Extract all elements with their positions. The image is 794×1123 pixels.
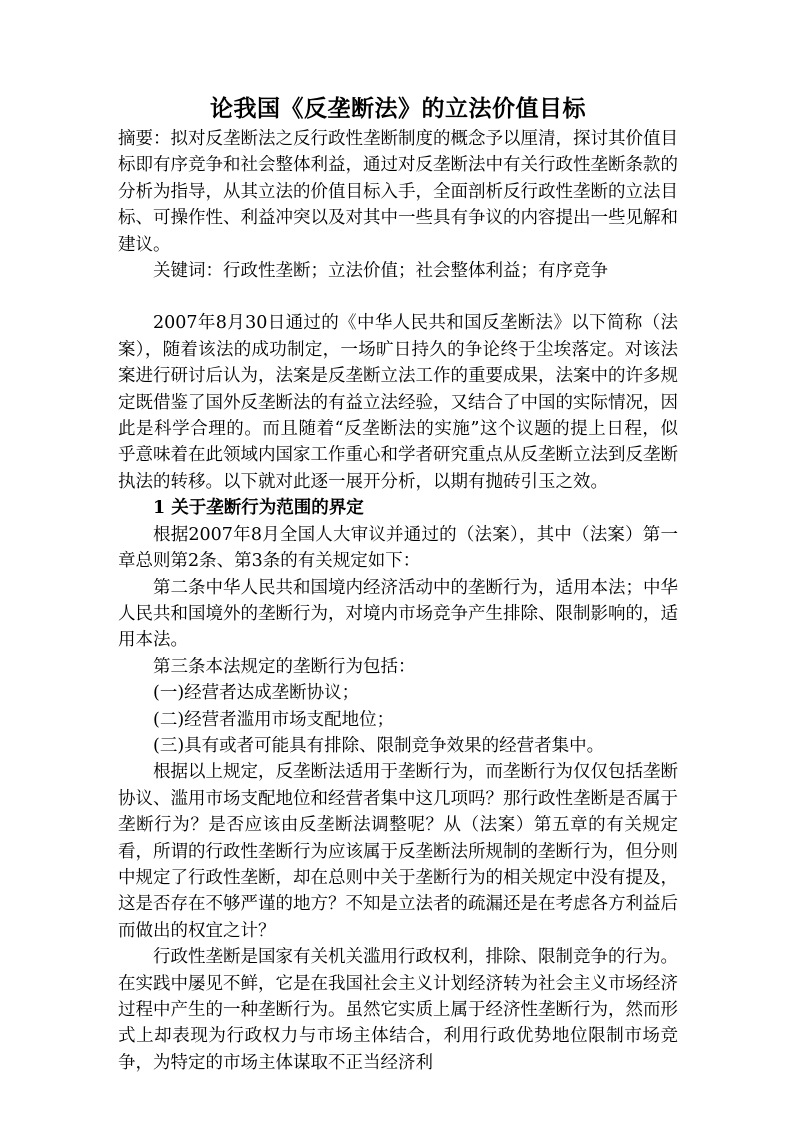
section-heading: 1 关于垄断行为范围的界定 bbox=[153, 498, 364, 519]
list-item: (三)具有或者可能具有排除、限制竞争效果的经营者集中。 bbox=[153, 735, 605, 756]
article-2-paragraph: 第二条中华人民共和国境内经济活动中的垄断行为，适用本法；中华人民共和国境外的垄断行为，对境内市场竞争产生排除、限制影响的，适用本法。 bbox=[118, 577, 678, 651]
section-paragraph: 根据2007年8月全国人大审议并通过的（法案），其中（法案）第一章总则第2条、第3条的有关规定如下： bbox=[118, 524, 678, 572]
admin-monopoly-paragraph: 行政性垄断是国家有关机关滥用行政权利，排除、限制竞争的行为。在实践中屡见不鲜，它是在我国社会主义计划经济转为社会主义市场经济过程中产生的一种垄断行为。虽然它实质上属于经济性垄断行为，然而形式上却表现为行政权力与市场主体结合，利用行政优势地位限制市场竞争，为特定的市场主体谋取不正当经济利 bbox=[118, 947, 678, 1073]
blank-line bbox=[118, 284, 678, 310]
document-title: 论我国《反垄断法》的立法价值目标 bbox=[210, 96, 586, 122]
document-page bbox=[118, 92, 678, 1076]
list-item: (一)经营者达成垄断协议； bbox=[153, 683, 360, 704]
article-3-paragraph: 第三条本法规定的垄断行为包括： bbox=[153, 656, 416, 677]
list-item: (二)经营者滥用市场支配地位； bbox=[153, 709, 395, 730]
intro-paragraph: 2007年8月30日通过的《中华人民共和国反垄断法》以下简称（法案），随着该法的成功制定，一场旷日持久的争论终于尘埃落定。对该法案进行研讨后认为，法案是反垄断立法工作的重要成果，法案中的许多规定既借鉴了国外反垄断法的有益立法经验，又结合了中国的实际情况，因此是科学合理的。而且随着“反垄断法的实施”这个议题的提上日程，似乎意味着在此领域内国家工作重心和学者研究重点从反垄断立法到反垄断执法的转移。以下就对此逐一展开分析，以期有抛砖引玉之效。 bbox=[118, 313, 678, 492]
analysis-paragraph: 根据以上规定，反垄断法适用于垄断行为，而垄断行为仅仅包括垄断协议、滥用市场支配地位和经营者集中这几项吗？那行政性垄断是否属于垄断行为？是否应该由反垄断法调整呢？从（法案）第五章的有关规定看，所谓的行政性垄断行为应该属于反垄断法所规制的垄断行为，但分则中规定了行政性垄断，却在总则中关于垄断行为的相关规定中没有提及，这是否存在不够严谨的地方？不知是立法者的疏漏还是在考虑各方利益后而做出的权宜之计？ bbox=[118, 762, 678, 941]
keywords-line: 关键词：行政性垄断；立法价值；社会整体利益；有序竞争 bbox=[153, 261, 608, 282]
abstract-paragraph: 摘要：拟对反垄断法之反行政性垄断制度的概念予以厘清，探讨其价值目标即有序竞争和社会整体利益，通过对反垄断法中有关行政性垄断条款的分析为指导，从其立法的价值目标入手，全面剖析反行政性垄断的立法目标、可操作性、利益冲突以及对其中一些具有争议的内容提出一些见解和建议。 bbox=[118, 129, 678, 255]
